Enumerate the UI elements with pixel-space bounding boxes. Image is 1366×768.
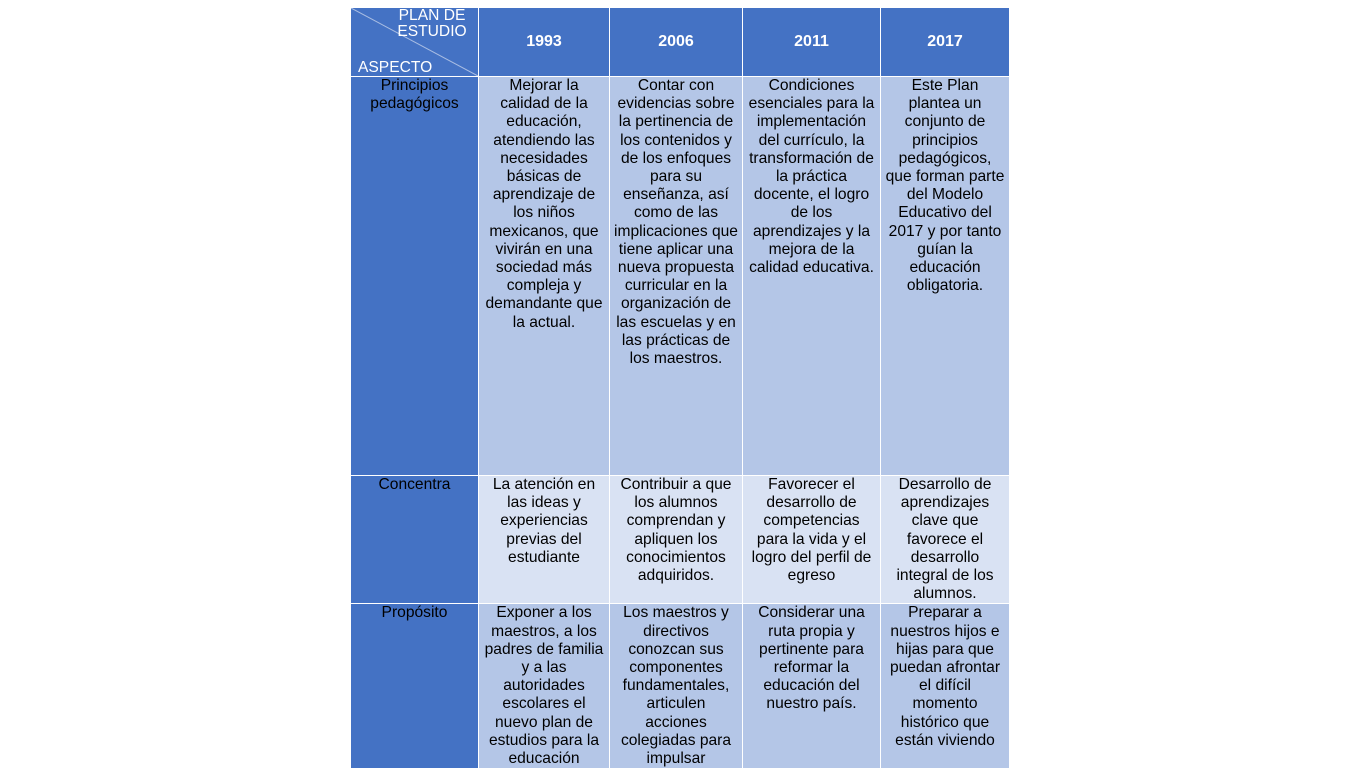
table-cell: Considerar una ruta propia y pertinente para reformar la educación del nuestro país. — [743, 604, 881, 768]
table-cell: Favorecer el desarrollo de competencias para la vida y el logro del perfil de egreso — [743, 476, 881, 604]
table-cell: Contar con evidencias sobre la pertinencia de los contenidos y de los enfoques para su enseñanza, así como de las implicaciones que tiene aplicar una nueva propuesta curricular en la organización de las escuelas y en las prácticas de los maestros. — [610, 77, 743, 476]
table-cell: Preparar a nuestros hijos e hijas para que puedan afrontar el difícil momento histórico que están viviendo — [881, 604, 1010, 768]
table-cell: Mejorar la calidad de la educación, atendiendo las necesidades básicas de aprendizaje de los niños mexicanos, que vivirán en una sociedad más compleja y demandante que la actual. — [479, 77, 610, 476]
table-cell: Este Plan plantea un conjunto de principios pedagógicos, que forman parte del Modelo Educativo del 2017 y por tanto guían la educación obligatoria. — [881, 77, 1010, 476]
year-header-2017: 2017 — [881, 8, 1010, 77]
row-header-concentra: Concentra — [351, 476, 479, 604]
table-row — [351, 604, 1010, 768]
table-cell: Contribuir a que los alumnos comprendan y apliquen los conocimientos adquiridos. — [610, 476, 743, 604]
table-cell: La atención en las ideas y experiencias previas del estudiante — [479, 476, 610, 604]
year-header-1993: 1993 — [479, 8, 610, 77]
corner-header-cell — [351, 8, 479, 77]
row-header-proposito: Propósito — [351, 604, 479, 768]
table-header-row — [351, 8, 1010, 77]
row-header-principios: Principios pedagógicos — [351, 77, 479, 476]
table-row — [351, 476, 1010, 604]
corner-label-plan: PLAN DE ESTUDIO — [397, 7, 467, 40]
year-header-2006: 2006 — [610, 8, 743, 77]
year-header-2011: 2011 — [743, 8, 881, 77]
table-row — [351, 77, 1010, 476]
table-cell: Exponer a los maestros, a los padres de familia y a las autoridades escolares el nuevo plan de estudios para la educación — [479, 604, 610, 768]
table-cell: Desarrollo de aprendizajes clave que favorece el desarrollo integral de los alumnos. — [881, 476, 1010, 604]
comparison-table-container — [350, 7, 1010, 768]
corner-label-aspect: ASPECTO — [358, 59, 433, 76]
table-cell: Condiciones esenciales para la implementación del currículo, la transformación de la práctica docente, el logro de los aprendizajes y la mejora de la calidad educativa. — [743, 77, 881, 476]
table-cell: Los maestros y directivos conozcan sus componentes fundamentales, articulen acciones colegiadas para impulsar — [610, 604, 743, 768]
comparison-table — [350, 7, 1010, 768]
